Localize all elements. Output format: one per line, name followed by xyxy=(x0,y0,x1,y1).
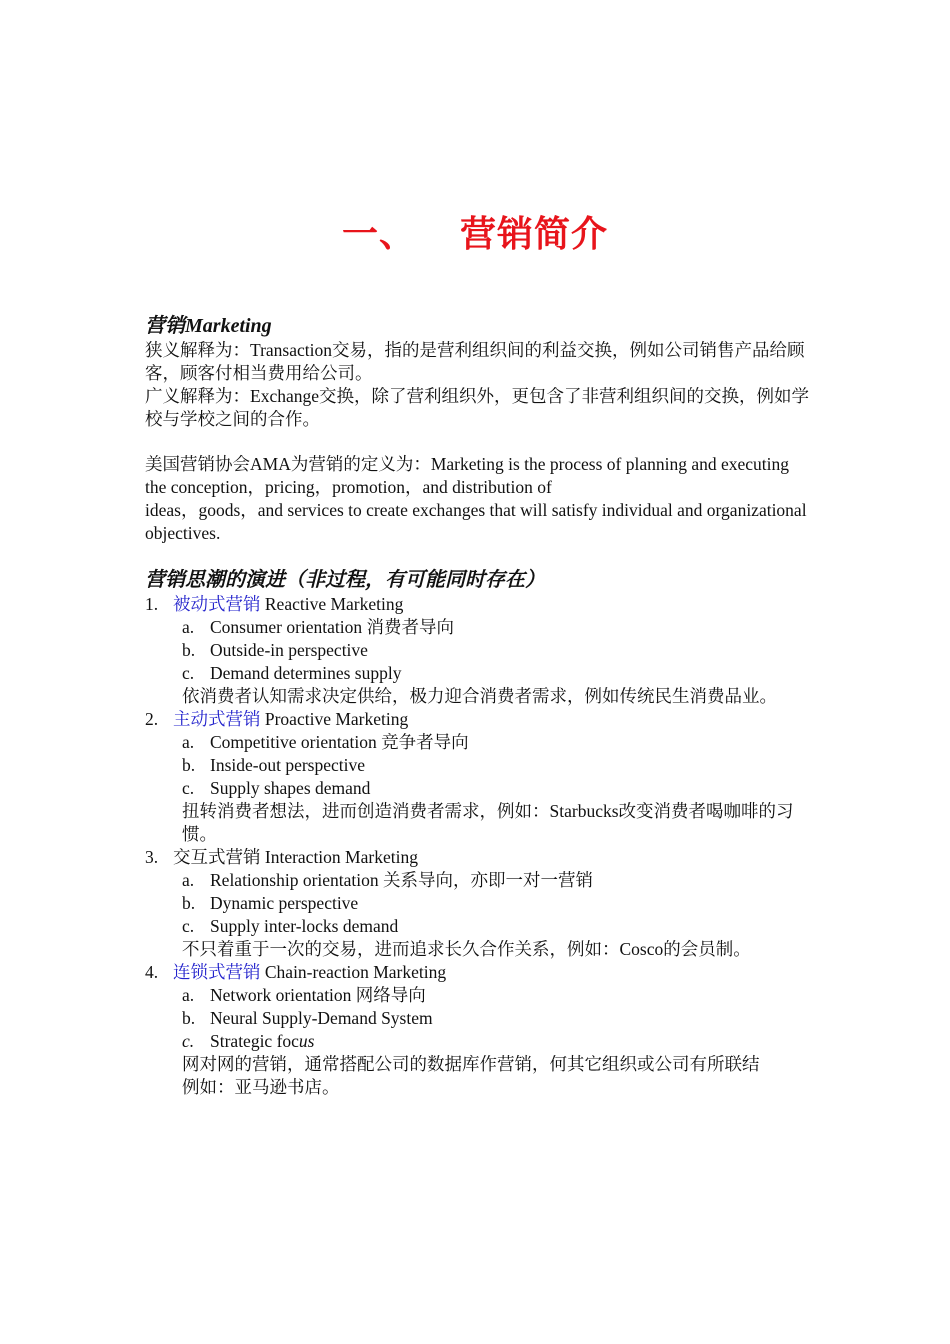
sub-letter: a. xyxy=(182,617,195,637)
list-item xyxy=(145,708,810,731)
ama-definition xyxy=(145,453,810,545)
sub-item xyxy=(182,639,810,662)
item-number: 4. xyxy=(145,962,159,982)
item-note-example: 例如：亚马逊书店。 xyxy=(182,1077,340,1097)
sub-letter: c. xyxy=(182,1031,195,1051)
sub-letter: a. xyxy=(182,732,195,752)
document-body xyxy=(145,313,810,1099)
sub-letter: a. xyxy=(182,870,195,890)
page-title xyxy=(0,210,950,260)
sub-letter: b. xyxy=(182,755,196,775)
sub-letter: b. xyxy=(182,640,196,660)
sub-item xyxy=(182,731,810,754)
item-name-en: Reactive Marketing xyxy=(260,594,404,614)
item-name-cn: 主动式营销 xyxy=(173,709,261,729)
sub-letter: b. xyxy=(182,1008,196,1028)
sub-item xyxy=(182,754,810,777)
item-note: 网对网的营销，通常搭配公司的数据库作营销，何其它组织或公司有所联结 xyxy=(182,1054,760,1074)
sub-text-main: Strategic foc xyxy=(210,1031,299,1051)
sub-letter: c. xyxy=(182,778,195,798)
item-note: 扭转消费者想法，进而创造消费者需求，例如：Starbucks改变消费者喝咖啡的习惯。 xyxy=(182,801,794,844)
list-item xyxy=(145,846,810,869)
section-heading-marketing: 营销Marketing xyxy=(145,315,272,337)
ama-definition-part1: 美国营销协会AMA为营销的定义为：Marketing is the process of planning and executing the conception，pricing，promotion，and distribution of xyxy=(145,454,790,497)
item-name-cn: 被动式营销 xyxy=(173,594,261,614)
item-number: 1. xyxy=(145,594,159,614)
sub-text: Inside-out perspective xyxy=(210,755,366,775)
sub-item xyxy=(182,984,810,1007)
sub-letter: b. xyxy=(182,893,196,913)
section-heading-evolution: 营销思潮的演进（非过程，有可能同时存在） xyxy=(145,569,545,591)
sub-text: Network orientation 网络导向 xyxy=(210,985,426,1005)
item-name-cn: 连锁式营销 xyxy=(173,962,261,982)
item-number: 3. xyxy=(145,847,159,867)
broad-definition: 广义解释为：Exchange交换，除了营利组织外，更包含了非营利组织间的交换，例如学校与学校之间的合作。 xyxy=(145,386,809,429)
item-name-cn: 交互式营销 xyxy=(173,847,261,867)
sub-text-italic: us xyxy=(298,1031,315,1051)
sub-item xyxy=(182,616,810,639)
title-text: 营销简介 xyxy=(460,214,609,255)
sub-letter: a. xyxy=(182,985,195,1005)
sub-text: Supply shapes demand xyxy=(210,778,371,798)
ama-definition-part2: ideas，goods，and services to create exchanges that will satisfy individual and organizational objectives. xyxy=(145,500,807,543)
item-note: 依消费者认知需求决定供给，极力迎合消费者需求，例如传统民生消费品业。 xyxy=(182,686,777,706)
item-note: 不只着重于一次的交易，进而追求长久合作关系，例如：Cosco的会员制。 xyxy=(182,939,751,959)
sub-item xyxy=(182,915,810,938)
sub-item xyxy=(182,662,810,685)
sub-text: Consumer orientation 消费者导向 xyxy=(210,617,454,637)
item-number: 2. xyxy=(145,709,159,729)
list-item xyxy=(145,961,810,984)
sub-item xyxy=(182,892,810,915)
item-name-en: Chain-reaction Marketing xyxy=(260,962,447,982)
sub-text: Outside-in perspective xyxy=(210,640,368,660)
sub-item xyxy=(182,777,810,800)
sub-text xyxy=(210,1030,314,1053)
narrow-definition: 狭义解释为：Transaction交易，指的是营利组织间的利益交换，例如公司销售产品给顾客，顾客付相当费用给公司。 xyxy=(145,340,805,383)
item-name-en: Interaction Marketing xyxy=(260,847,418,867)
sub-text: Relationship orientation 关系导向，亦即一对一营销 xyxy=(210,870,594,890)
sub-text: Neural Supply-Demand System xyxy=(210,1008,433,1028)
sub-text: Supply inter-locks demand xyxy=(210,916,399,936)
sub-text: Competitive orientation 竞争者导向 xyxy=(210,732,469,752)
sub-item xyxy=(182,869,810,892)
sub-item xyxy=(182,1030,810,1053)
sub-letter: c. xyxy=(182,663,195,683)
sub-text: Demand determines supply xyxy=(210,663,402,683)
sub-item xyxy=(182,1007,810,1030)
sub-letter: c. xyxy=(182,916,195,936)
title-number: 一、 xyxy=(341,214,416,255)
list-item xyxy=(145,593,810,616)
item-name-en: Proactive Marketing xyxy=(260,709,409,729)
sub-text: Dynamic perspective xyxy=(210,893,359,913)
